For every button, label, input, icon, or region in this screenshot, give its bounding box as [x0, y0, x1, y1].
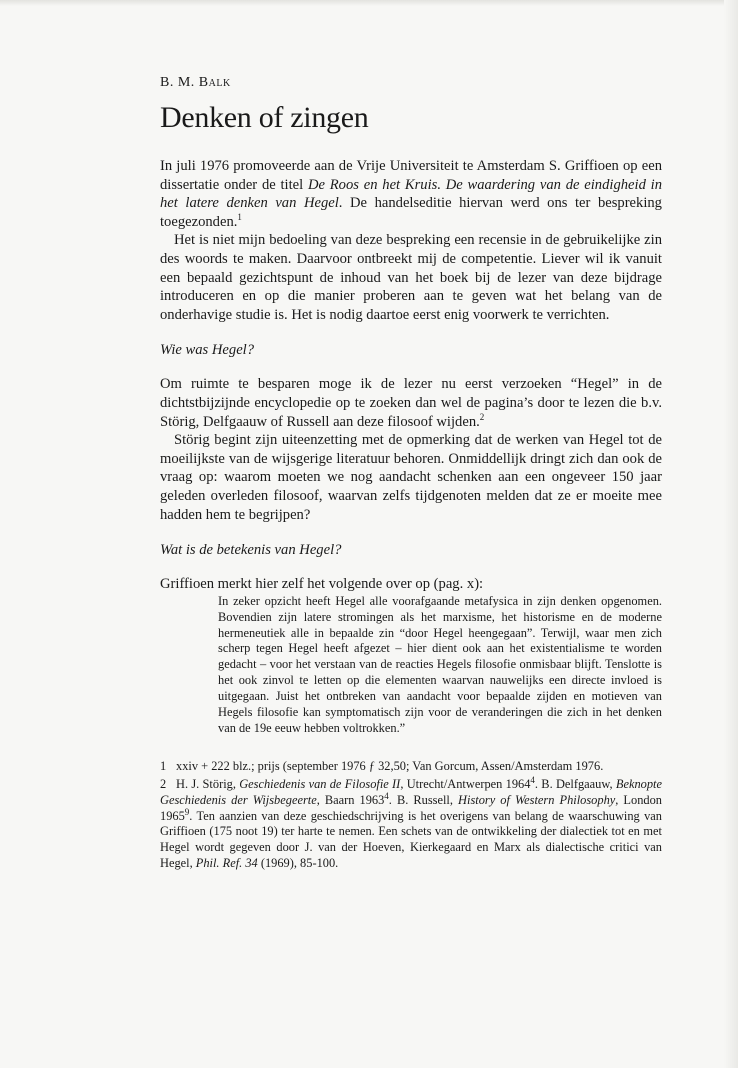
author-line: [160, 75, 662, 91]
footnote-2-text-b: , Utrecht/Antwerpen 1964: [400, 776, 531, 791]
footnote-2-text-e: . B. Russell,: [388, 792, 459, 807]
intro-paragraph-2: Het is niet mijn bedoeling van deze bespreking een recensie in de gebruikelijke zin des woords te maken. Daarvoor ontbreekt mij de competentie. Liever wil ik vanuit een bepaald gezichtspunt de inhoud van het boek bij de lezer van deze bijdrage introduceren en op die manier proberen aan te geven wat het belang van de onderhavige studie is. Het is nodig daartoe eerst enig voorwerk te verrichten.: [160, 232, 662, 323]
footnote-ref-2[interactable]: 2: [479, 411, 485, 422]
footnote-2-title-delfgaauw: Beknopte Geschiedenis der Wijsbegeerte: [160, 776, 662, 807]
footnote-2-journal: Phil. Ref. 34: [195, 856, 258, 871]
page-right-edge: [724, 0, 738, 1068]
intro-paragraph-1: [160, 157, 662, 231]
block-quote: In zeker opzicht heeft Hegel alle voorafgaande metafysica in zijn denken opgenomen. Bovendien zijn latere stromingen als het marxisme, het historisme en de moderne hermeneutiek alle in bepaalde zin “door Hegel heengegaan”. Terwijl, waar men zich scherp tegen Hegel heeft afgezet – hier dient ook aan het existentialisme te worden gedacht – voor het verstaan van de reacties Hegels filosofie onmisbaar blijft. Tenslotte is het ook zinvol te letten op die elementen waarvan nauwelijks een directe invloed is uitgegaan. Juist het ontbreken van aandacht voor bepaalde zijden en motieven van Hegels filosofie kan symptomatisch zijn voor de veranderingen die zich in het denken van de 19e eeuw hebben voltrokken.”: [218, 593, 662, 735]
article-column: [160, 75, 662, 874]
footnote-1-number: 1: [160, 758, 167, 773]
author-initials: B. M.: [160, 75, 199, 90]
intro-p1-text-a: In juli 1976 promoveerde aan de Vrije Universiteit te Amsterdam S. Griffioen op een dissertatie onder de titel: [160, 158, 662, 193]
footnote-2-text-h: (1969), 85-100.: [257, 856, 339, 871]
footnote-2: [160, 774, 662, 872]
footnote-2-edition-3: 9: [184, 806, 190, 817]
footnote-2-edition-1: 4: [530, 774, 535, 785]
footnote-2-title-russell: History of Western Philosophy: [458, 792, 616, 807]
quote-intro: Griffioen merkt hier zelf het volgende over op (pag. x):: [160, 576, 484, 593]
intro-p1-text-b: . De handelseditie hiervan werd ons ter bespreking toegezonden.: [160, 195, 662, 230]
footnote-2-edition-2: 4: [384, 790, 389, 801]
section1-paragraph-1: [160, 375, 662, 431]
footnote-2-text-g: . Ten aanzien van deze geschiedschrijving is het overigens van belang de waarschuwing van Griffioen (175 noot 19) ter harte te nemen. Een schets van de ontwikkeling der dialectiek tot en met Hegel wordt gegeven door J. van der Hoeven, Kierkegaard en Marx als dialectische critici van Hegel,: [160, 808, 662, 871]
article-title: Denken of zingen: [160, 101, 369, 134]
footnote-1: [160, 759, 662, 775]
footnote-2-text-c: . B. Delfgaauw,: [534, 776, 616, 791]
section-heading-wie-was-hegel: Wie was Hegel?: [160, 342, 255, 359]
section1-p1-text: Om ruimte te besparen moge ik de lezer nu eerst verzoeken “Hegel” in de dichtstbijzijnde encyclopedie op te zoeken dan wel de pagina’s door te lezen die b.v. Störig, Delfgaauw of Russell aan deze filosoof wijden.: [160, 376, 662, 430]
author-surname: Balk: [198, 75, 231, 90]
page-top-edge: [0, 0, 724, 6]
section-heading-betekenis: Wat is de betekenis van Hegel?: [160, 542, 342, 559]
footnotes: [160, 759, 662, 872]
footnote-2-title-storig: Geschiedenis van de Filosofie II: [239, 776, 401, 791]
footnote-2-text-f: , London 1965: [160, 792, 662, 823]
footnote-2-text-a: H. J. Störig,: [176, 776, 240, 791]
section1-paragraph-2: Störig begint zijn uiteenzetting met de opmerking dat de werken van Hegel tot de moeilijkste van de wijsgerige literatuur behoren. Onmiddellijk dringt zich dan ook de vraag op: waarom moeten we nog aandacht schenken aan een ongeveer 150 jaar geleden overleden filosoof, waarvan zelfs tijdgenoten melden dat ze er moeite mee hadden hem te begrijpen?: [160, 432, 662, 523]
footnote-ref-1[interactable]: 1: [237, 211, 242, 222]
footnote-1-text: xxiv + 222 blz.; prijs (september 1976 ƒ 32,50; Van Gorcum, Assen/Amsterdam 1976.: [176, 758, 604, 773]
footnote-2-text-d: , Baarn 1963: [316, 792, 385, 807]
footnote-2-number: 2: [160, 776, 167, 791]
dissertation-title: De Roos en het Kruis. De waardering van de eindigheid in het latere denken van Hegel: [160, 176, 662, 212]
